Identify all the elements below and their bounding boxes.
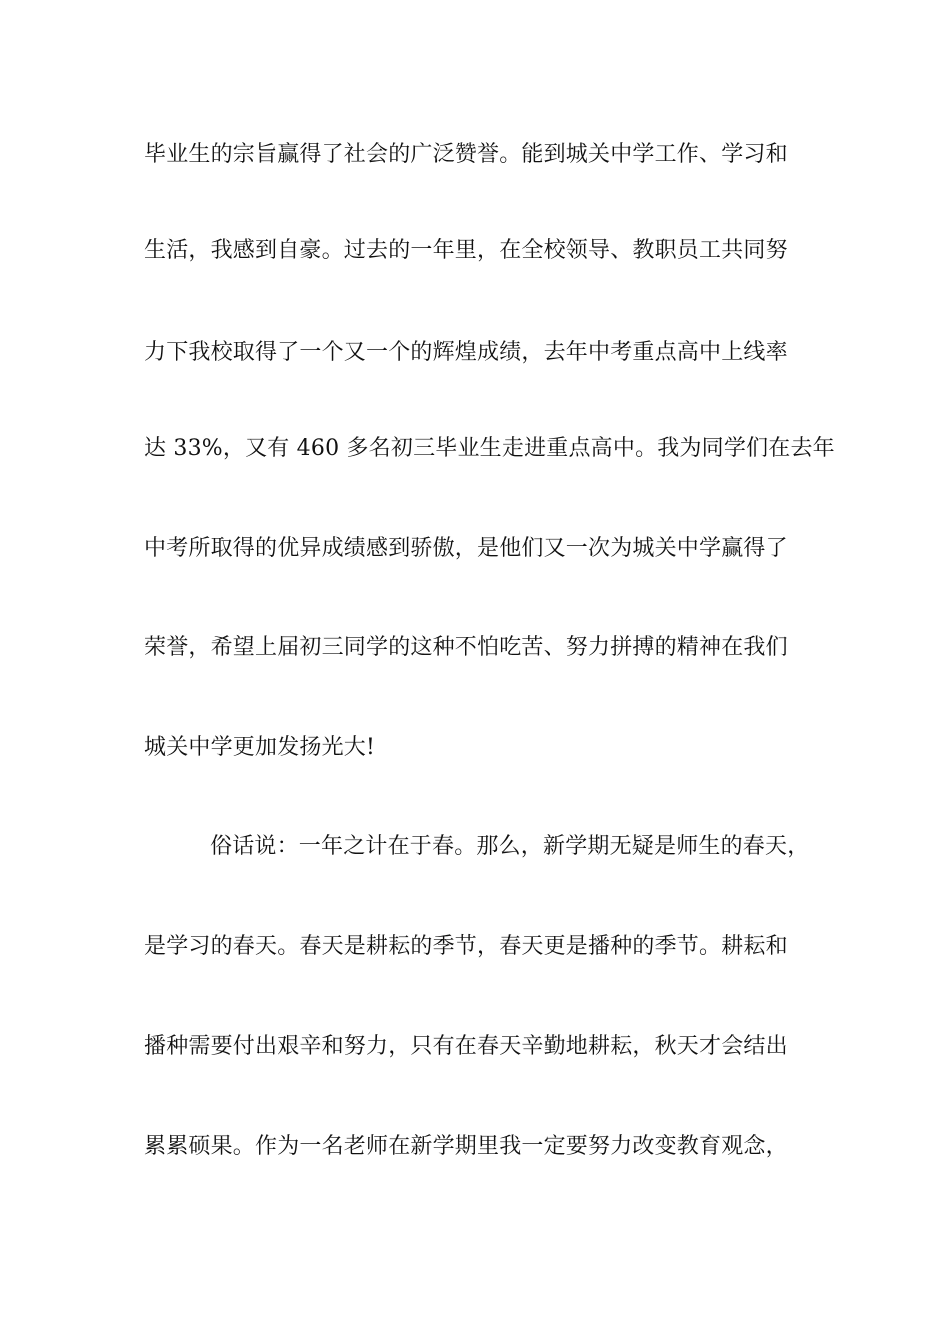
paragraph-line: 是学习的春天。春天是耕耘的季节，春天更是播种的季节。耕耘和 xyxy=(144,934,788,959)
paragraph-line: 播种需要付出艰辛和努力，只有在春天辛勤地耕耘，秋天才会结出 xyxy=(144,1034,788,1059)
paragraph-line: 荣誉，希望上届初三同学的这种不怕吃苦、努力拼搏的精神在我们 xyxy=(144,635,788,660)
paragraph-indented-line: 俗话说：一年之计在于春。那么，新学期无疑是师生的春天， xyxy=(210,834,810,859)
paragraph-line: 累累硕果。作为一名老师在新学期里我一定要努力改变教育观念， xyxy=(144,1134,788,1159)
paragraph-line: 达 33%，又有 460 多名初三毕业生走进重点高中。我为同学们在去年 xyxy=(144,436,835,461)
paragraph-line: 中考所取得的优异成绩感到骄傲，是他们又一次为城关中学赢得了 xyxy=(144,536,788,561)
paragraph-line: 毕业生的宗旨赢得了社会的广泛赞誉。能到城关中学工作、学习和 xyxy=(144,142,788,167)
paragraph-line: 生活，我感到自豪。过去的一年里，在全校领导、教职员工共同努 xyxy=(144,238,788,263)
paragraph-line: 城关中学更加发扬光大! xyxy=(144,735,376,760)
paragraph-line: 力下我校取得了一个又一个的辉煌成绩，去年中考重点高中上线率 xyxy=(144,340,788,365)
